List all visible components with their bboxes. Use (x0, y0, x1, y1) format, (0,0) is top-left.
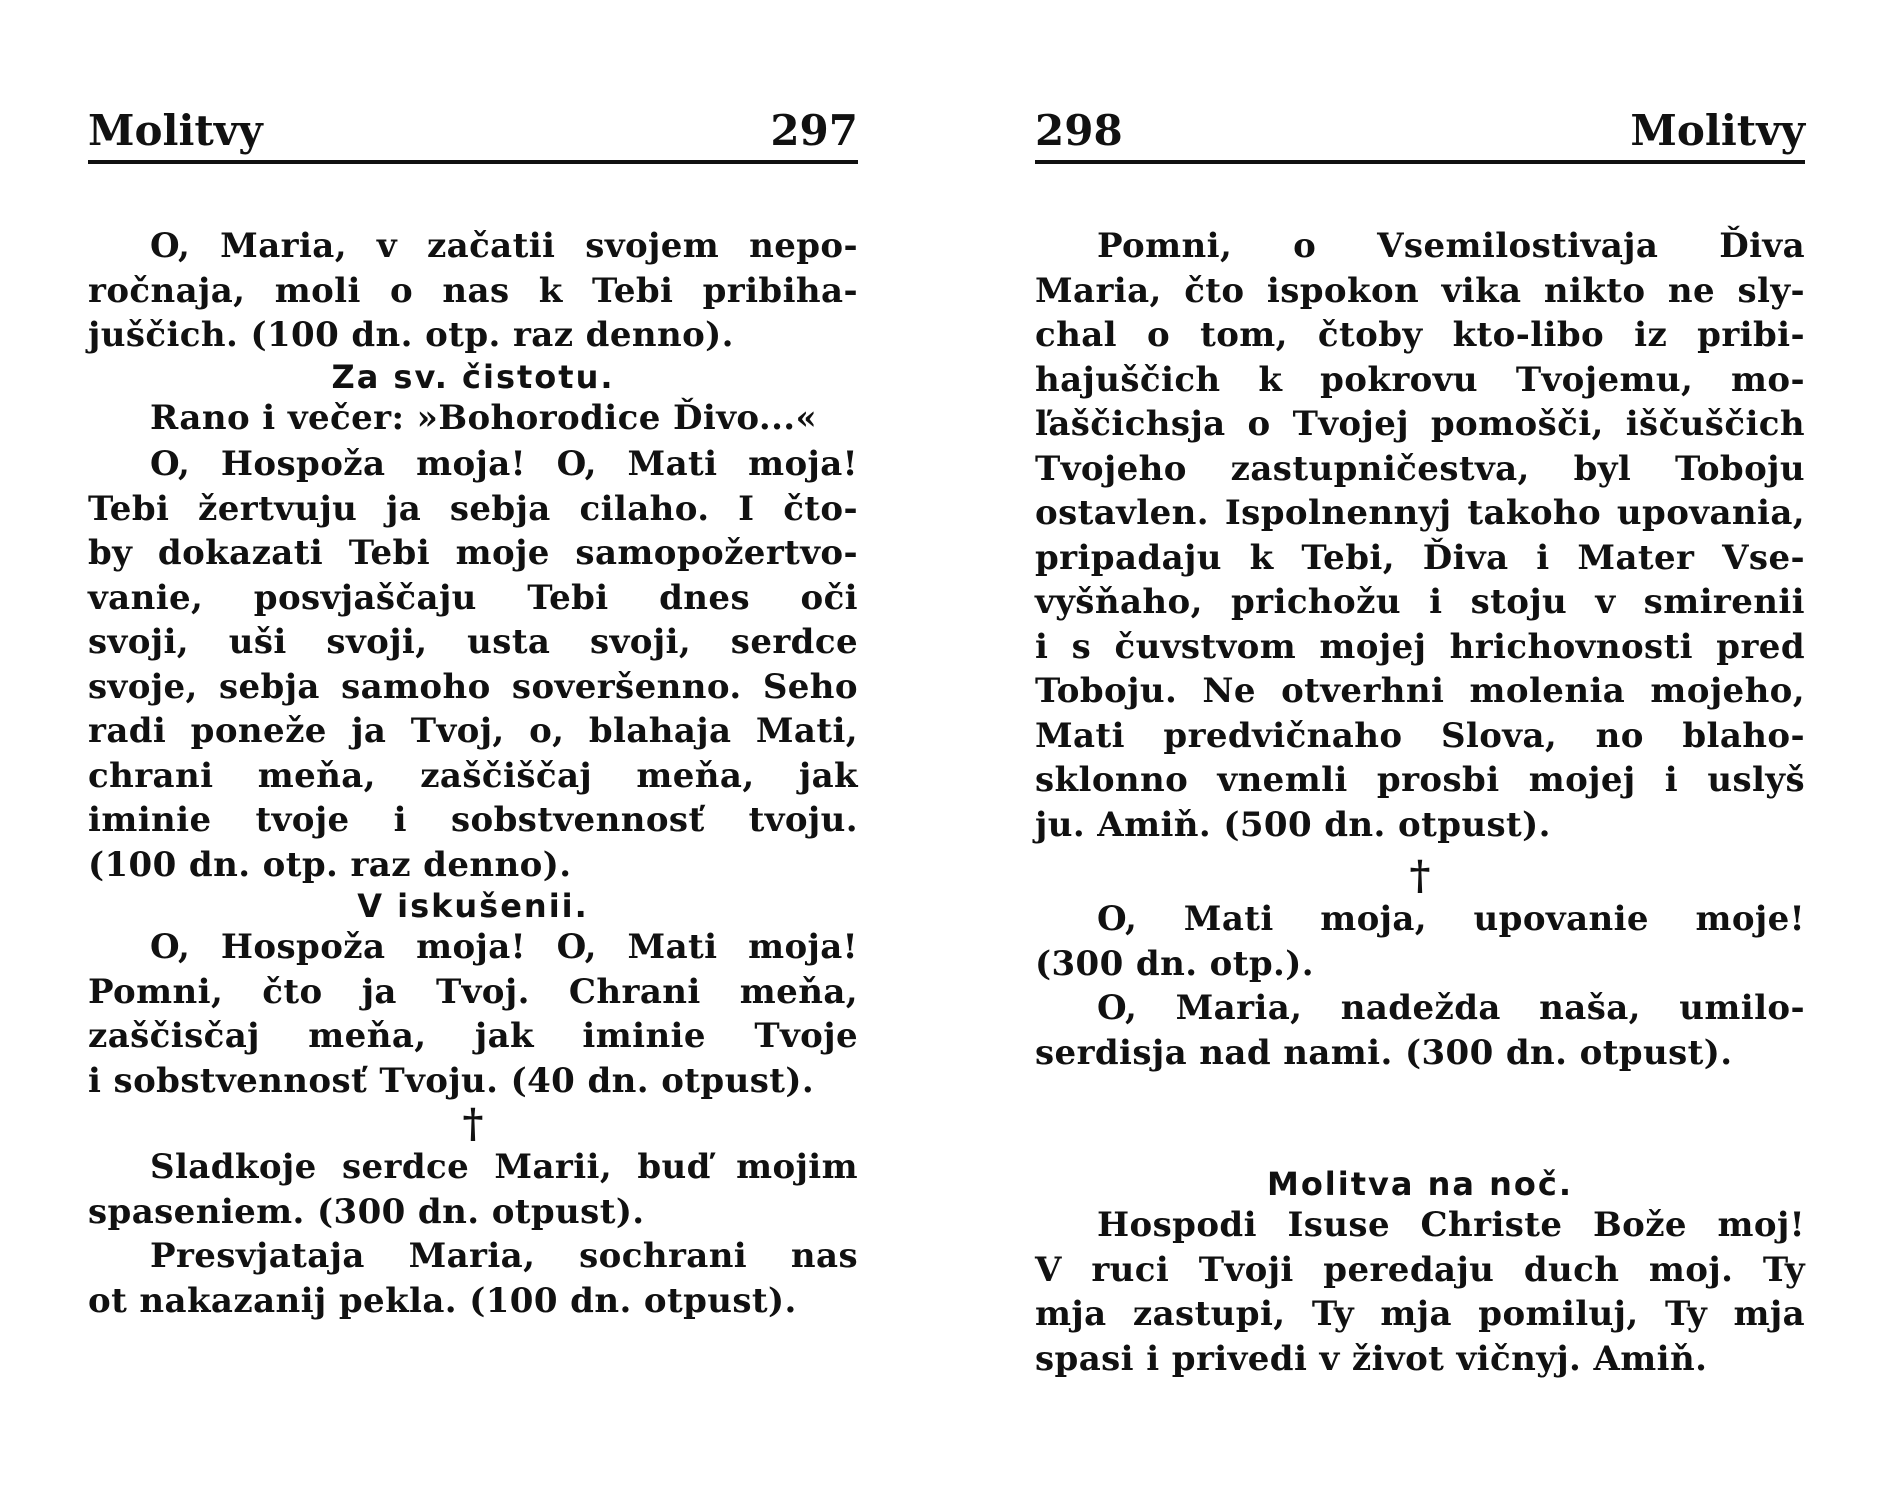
text-line: mja zastupi, Ty mja pomiluj, Ty mja (1035, 1294, 1805, 1334)
text-line: Tvojeho zastupničestva, byl Toboju (1035, 448, 1805, 489)
text-line: sklonno vnemli prosbi mojej i uslyš (1035, 760, 1805, 800)
text-line: Hospodi Isuse Christe Bože moj! (1097, 1205, 1805, 1245)
right-para-2 (1035, 897, 1805, 986)
text-line: Presvjataja Maria, sochrani nas (150, 1236, 858, 1276)
left-cross-divider: † (462, 1100, 484, 1147)
left-para-1 (88, 224, 858, 358)
right-body (1035, 224, 1805, 1381)
left-heading-temptation: V iskušenii. (357, 887, 589, 925)
text-line: ostavlen. Ispolnennyj takoho upovania, (1035, 493, 1805, 533)
text-line: serdisja nad nami. (300 dn. otpust). (1035, 1032, 1733, 1073)
left-heading-chastity: Za sv. čistotu. (331, 357, 615, 396)
text-line: O, Mati moja, upovanie moje! (1097, 899, 1805, 939)
text-line: spasi i privedi v život vičnyj. Amiň. (1035, 1338, 1708, 1379)
text-line: vanie, posvjaščaju Tebi dnes oči (88, 577, 858, 618)
text-line: svoji, uši svoji, usta svoji, serdce (88, 622, 858, 662)
left-para-5 (88, 1145, 858, 1234)
text-line: Toboju. Ne otverhni molenia mojeho, (1035, 671, 1805, 711)
text-line: Tebi žertvuju ja sebja cilaho. I čto- (88, 488, 858, 529)
text-line: O, Hospoža moja! O, Mati moja! (150, 444, 858, 484)
text-line: Maria, čto ispokon vika nikto ne sly- (1035, 270, 1805, 311)
left-para-3 (88, 442, 858, 887)
text-line: V ruci Tvoji peredaju duch moj. Ty (1035, 1249, 1805, 1290)
left-page (88, 106, 858, 1450)
section-spacer (1035, 1075, 1805, 1165)
right-cross-divider: † (1409, 852, 1431, 899)
text-line: zaščisčaj meňa, jak iminie Tvoje (88, 1016, 858, 1056)
text-line: chrani meňa, zaščiščaj meňa, jak (88, 755, 858, 796)
text-line: iminie tvoje i sobstvennosť tvoju. (88, 800, 858, 840)
right-running-head (1035, 106, 1805, 164)
left-running-head (88, 106, 858, 164)
right-para-1 (1035, 224, 1805, 847)
left-para-4 (88, 925, 858, 1103)
left-header-title: Molitvy (88, 106, 263, 155)
text-line: Pomni, čto ja Tvoj. Chrani meňa, (88, 971, 858, 1012)
text-line: i s čuvstvom mojej hrichovnosti pred (1035, 626, 1805, 667)
left-para-6 (88, 1234, 858, 1323)
text-line: svoje, sebja samoho soveršenno. Seho (88, 666, 858, 707)
right-para-3 (1035, 986, 1805, 1075)
text-line: ľaščichsja o Tvojej pomošči, iščuščich (1035, 404, 1805, 444)
right-para-4 (1035, 1203, 1805, 1381)
text-line: Rano i večer: »Bohorodice Ďivo...« (150, 397, 818, 438)
text-line: O, Maria, nadežda naša, umilo- (1097, 988, 1805, 1028)
text-line: Sladkoje serdce Marii, buď mojim (150, 1147, 858, 1187)
text-line: vyšňaho, prichožu i stoju v smirenii (1035, 582, 1805, 622)
text-line: ju. Amiň. (500 dn. otpust). (1035, 804, 1551, 845)
text-line: (100 dn. otp. raz denno). (88, 844, 572, 885)
text-line: O, Maria, v začatii svojem nepo- (150, 226, 858, 266)
text-line: juščich. (100 dn. otp. raz denno). (88, 315, 734, 355)
text-line: Pomni, o Vsemilostivaja Ďiva (1097, 226, 1805, 266)
text-line: chal o tom, čtoby kto-libo iz pribi- (1035, 315, 1805, 355)
left-body (88, 224, 858, 1323)
text-line: ot nakazanij pekla. (100 dn. otpust). (88, 1280, 797, 1321)
text-line: Mati predvičnaho Slova, no blaho- (1035, 715, 1805, 756)
left-page-number: 297 (770, 106, 858, 155)
text-line: spaseniem. (300 dn. otpust). (88, 1191, 645, 1232)
right-header-title: Molitvy (1630, 106, 1805, 155)
text-line: by dokazati Tebi moje samopožertvo- (88, 533, 858, 573)
text-line: (300 dn. otp.). (1035, 943, 1314, 984)
text-line: pripadaju k Tebi, Ďiva i Mater Vse- (1035, 537, 1805, 578)
right-page-number: 298 (1035, 106, 1123, 155)
left-para-2 (88, 396, 858, 441)
right-page (1035, 106, 1805, 1450)
text-line: O, Hospoža moja! O, Mati moja! (150, 927, 858, 967)
text-line: radi poneže ja Tvoj, o, blahaja Mati, (88, 711, 858, 751)
text-line: ročnaja, moli o nas k Tebi pribiha- (88, 270, 858, 311)
text-line: hajuščich k pokrovu Tvojemu, mo- (1035, 359, 1805, 400)
right-heading-night-prayer: Molitva na noč. (1266, 1165, 1574, 1203)
text-line: i sobstvennosť Tvoju. (40 dn. otpust). (88, 1060, 815, 1101)
